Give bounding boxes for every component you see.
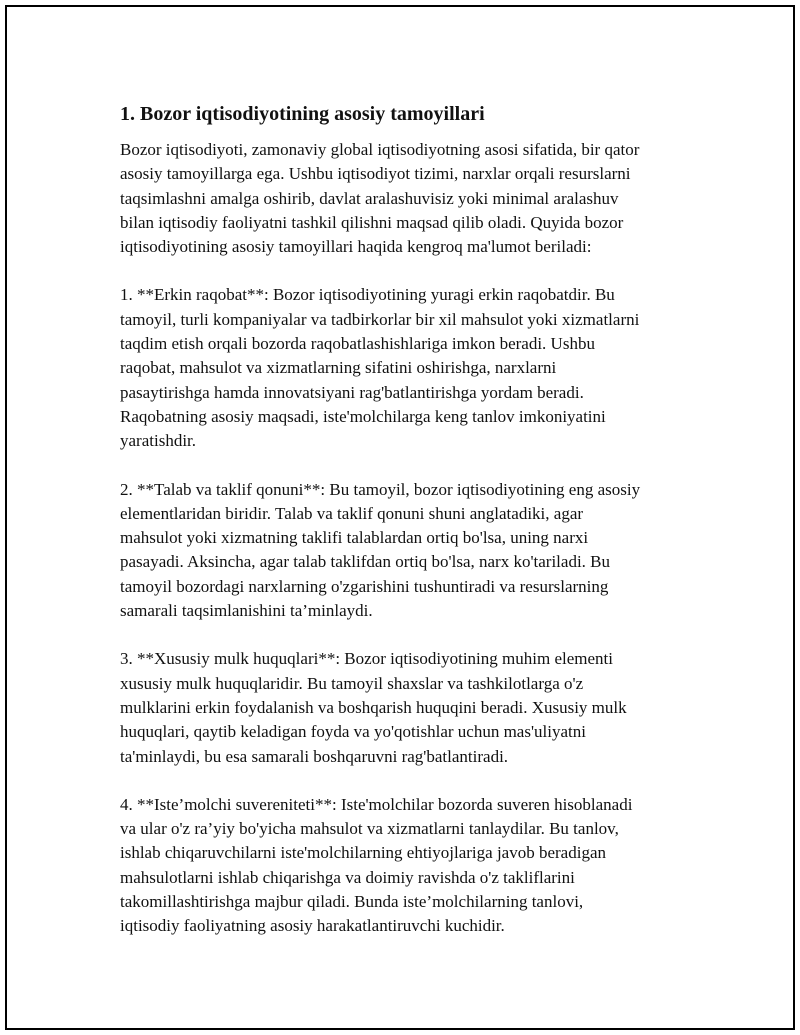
document-title: 1. Bozor iqtisodiyotining asosiy tamoyillari	[120, 103, 485, 125]
principle-paragraph-4: 4. **Iste’molchi suvereniteti**: Iste'molchilar bozorda suveren hisoblanadi va ular o'z ra’yiy bo'yicha mahsulot va xizmatlarni tanlaydilar. Bu tanlov, ishlab chiqaruvchilarni iste'molchilarning ehtiyojlariga javob beradigan mahsulotlarni ishlab chiqarishga va doimiy ravishda o'z takliflarini takomillashtirishga majbur qiladi. Bunda iste’molchilarning tanlovi, iqtisodiy faoliyatning asosiy harakatlantiruvchi kuchidir.	[120, 794, 633, 936]
principle-paragraph-2: 2. **Talab va taklif qonuni**: Bu tamoyil, bozor iqtisodiyotining eng asosiy elementlaridan biridir. Talab va taklif qonuni shuni anglatadiki, agar mahsulot yoki xizmatning taklifi talablardan ortiq bo'lsa, uning narxi pasayadi. Aksincha, agar talab taklifdan ortiq bo'lsa, narx ko'tariladi. Bu tamoyil bozordagi narxlarning o'zgarishini tushuntiradi va resurslarning samarali taqsimlanishini ta’minlaydi.	[120, 479, 641, 621]
intro-paragraph: Bozor iqtisodiyoti, zamonaviy global iqtisodiyotning asosi sifatida, bir qator asosiy tamoyillarga ega. Ushbu iqtisodiyot tizimi, narxlar orqali resurslarni taqsimlashni amalga oshirib, davlat aralashuvisiz yoki minimal aralashuv bilan iqtisodiy faoliyatni tashkil qilishni maqsad qilib oladi. Quyida bozor iqtisodiyotining asosiy tamoyillari haqida kengroq ma'lumot beriladi:	[120, 140, 640, 257]
principle-paragraph-1: 1. **Erkin raqobat**: Bozor iqtisodiyotining yuragi erkin raqobatdir. Bu tamoyil, turli kompaniyalar va tadbirkorlar bir xil mahsulot yoki xizmatlarni taqdim etish orqali bozorda raqobatlashishlariga imkon beradi. Ushbu raqobat, mahsulot va xizmatlarning sifatini oshirishga, narxlarni pasaytirishga hamda innovatsiyani rag'batlantirishga yordam beradi. Raqobatning asosiy maqsadi, iste'molchilarga keng tanlov imkoniyatini yaratishdir.	[120, 285, 640, 451]
page-frame	[5, 5, 795, 1030]
document-body	[120, 101, 700, 963]
principle-paragraph-3: 3. **Xususiy mulk huquqlari**: Bozor iqtisodiyotining muhim elementi xususiy mulk huquqlaridir. Bu tamoyil shaxslar va tashkilotlarga o'z mulklarini erkin foydalanish va boshqarish huquqini beradi. Xususiy mulk huquqlari, qaytib keladigan foyda va yo'qotishlar uchun mas'uliyatni ta'minlaydi, bu esa samarali boshqaruvni rag'batlantiradi.	[120, 649, 627, 766]
